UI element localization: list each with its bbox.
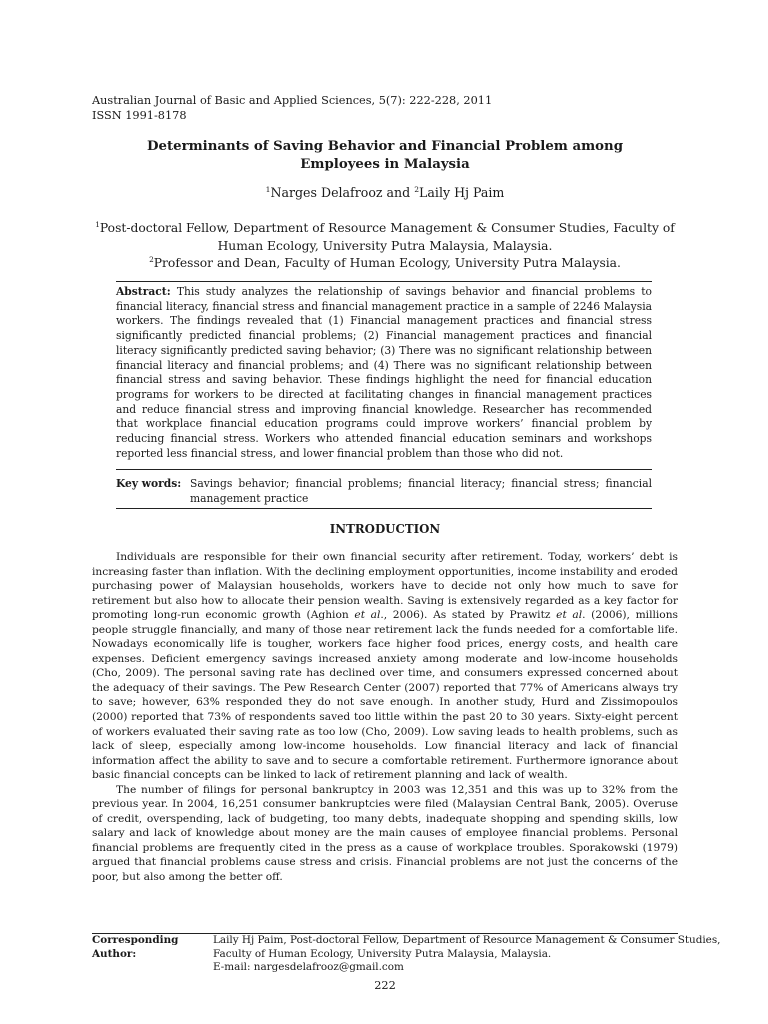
- journal-citation: Australian Journal of Basic and Applied Sciences, 5(7): 222-228, 2011: [92, 94, 493, 107]
- author-2-name: Laily Hj Paim: [419, 185, 505, 200]
- page-number: 222: [374, 979, 396, 992]
- paragraph-1-text-a: Individuals are responsible for their own financial security after retirement. Today, workers’ debt is increasing faster than inflation. With the declining employment opportunities, income instability and eroded purchasing power of Malaysian households, workers have to decide not only how much to save for retirement but also how to allocate their pension wealth. Saving is extensively regarded as a key factor for promoting long-run economic growth (Aghion: [92, 550, 678, 622]
- footnote-line-3: E-mail: nargesdelafrooz@gmail.com: [213, 961, 404, 973]
- author-list: [92, 185, 678, 200]
- author-2-mark: 2: [414, 184, 420, 194]
- abstract-label: Abstract:: [116, 285, 171, 298]
- affiliation-2: [92, 255, 678, 273]
- affiliation-1-mark: 1: [95, 219, 100, 229]
- section-heading-introduction: INTRODUCTION: [329, 522, 441, 536]
- journal-issn: ISSN 1991-8178: [92, 109, 187, 122]
- abstract-bottom-rule: [116, 469, 652, 470]
- author-1-mark: 1: [265, 184, 271, 194]
- affiliation-2-mark: 2: [149, 254, 154, 264]
- introduction-body: [92, 550, 678, 885]
- keywords-text: Savings behavior; financial problems; financial literacy; financial stress; financial management practice: [190, 477, 652, 505]
- title-line-2: Employees in Malaysia: [300, 157, 470, 172]
- paragraph-2: The number of filings for personal bankruptcy in 2003 was 12,351 and this was up to 32% from the previous year. In 2004, 16,251 consumer bankruptcies were filed (Malaysian Central Bank, 2005). Overuse of credit, overspending, lack of budgeting, too many debts, inadequate shopping and spending skills, low salary and lack of knowledge about money are the main causes of employee financial problems. Personal financial problems are frequently cited in the press as a cause of workplace troubles. Sporakowski (1979) argued that financial problems cause stress and crisis. Financial problems are not just the concerns of the poor, but also among the better off.: [92, 782, 678, 884]
- author-1-name: Narges Delafrooz and: [270, 185, 415, 200]
- paragraph-1-text-c: . (2006), millions people struggle financially, and many of those near retirement lack the funds needed for a comfortable life. Nowadays economically life is tougher, workers face higher food prices, energy costs, and health care expenses. Deficient emergency savings increased anxiety among moderate and low-income households (Cho, 2009). The personal saving rate has declined over time, and consumers expressed concerned about the adequacy of their savings. The Pew Research Center (2007) reported that 77% of Americans always try to save; however, 63% responded they do not save enough. In another study, Hurd and Zissimopoulos (2000) reported that 73% of respondents saved too little within the past 20 to 30 years. Sixty-eight percent of workers evaluated their saving rate as too low (Cho, 2009). Low saving leads to health problems, such as lack of sleep, especially among low-income households. Low financial literacy and lack of financial information affect the ability to save and to secure a comfortable retirement. Furthermore ignorance about basic financial concepts can be linked to lack of retirement planning and lack of wealth.: [92, 608, 679, 782]
- journal-header: [92, 93, 492, 123]
- affiliations: [92, 220, 678, 273]
- abstract-text: This study analyzes the relationship of savings behavior and financial problems to financial literacy, financial stress and financial management practice in a sample of 2246 Malaysia workers. The findings revealed that (1) Financial management practices and financial stress significantly predicted financial problems; (2) Financial management practices and financial literacy significantly predicted saving behavior; (3) There was no significant relationship between financial literacy and financial problems; and (4) There was no significant relationship between financial stress and saving behavior. These findings highlight the need for financial education programs for workers to be directed at facilitating changes in financial management practices and reduce financial stress and improving financial knowledge. Researcher has recommended that workplace financial education programs could improve workers’ financial problem by reducing financial stress. Workers who attended financial education seminars and workshops reported less financial stress, and lower financial problem than those who did not.: [116, 285, 652, 460]
- footnote-label: Corresponding Author:: [92, 934, 179, 960]
- corresponding-author-footnote: [92, 934, 721, 975]
- keywords-bottom-rule: [116, 508, 652, 509]
- paragraph-1-text-b: ., 2006). As stated by Prawitz: [380, 608, 557, 622]
- paragraph-1-etal-2: et al: [556, 608, 583, 622]
- affiliation-2-text: Professor and Dean, Faculty of Human Ecology, University Putra Malaysia.: [153, 256, 621, 270]
- keywords: [116, 477, 652, 506]
- affiliation-1-line-1: [92, 220, 678, 238]
- affiliation-1-line-2: Human Ecology, University Putra Malaysia, Malaysia.: [217, 238, 553, 253]
- keywords-label: Key words:: [116, 477, 182, 490]
- paragraph-1-etal-1: et al: [354, 608, 381, 622]
- footnote-line-2: Faculty of Human Ecology, University Putra Malaysia, Malaysia.: [213, 947, 552, 960]
- paragraph-1: [92, 550, 678, 783]
- footnote-line-1: Laily Hj Paim, Post-doctoral Fellow, Department of Resource Management & Consumer Studies,: [213, 934, 721, 946]
- abstract-top-rule: [116, 281, 652, 282]
- paper-title: [92, 138, 678, 174]
- abstract: [116, 285, 652, 461]
- affiliation-1-text: Post-doctoral Fellow, Department of Resource Management & Consumer Studies, Faculty of: [99, 221, 675, 235]
- footnote-lines: [213, 934, 720, 975]
- title-line-1: Determinants of Saving Behavior and Financial Problem among: [147, 139, 623, 154]
